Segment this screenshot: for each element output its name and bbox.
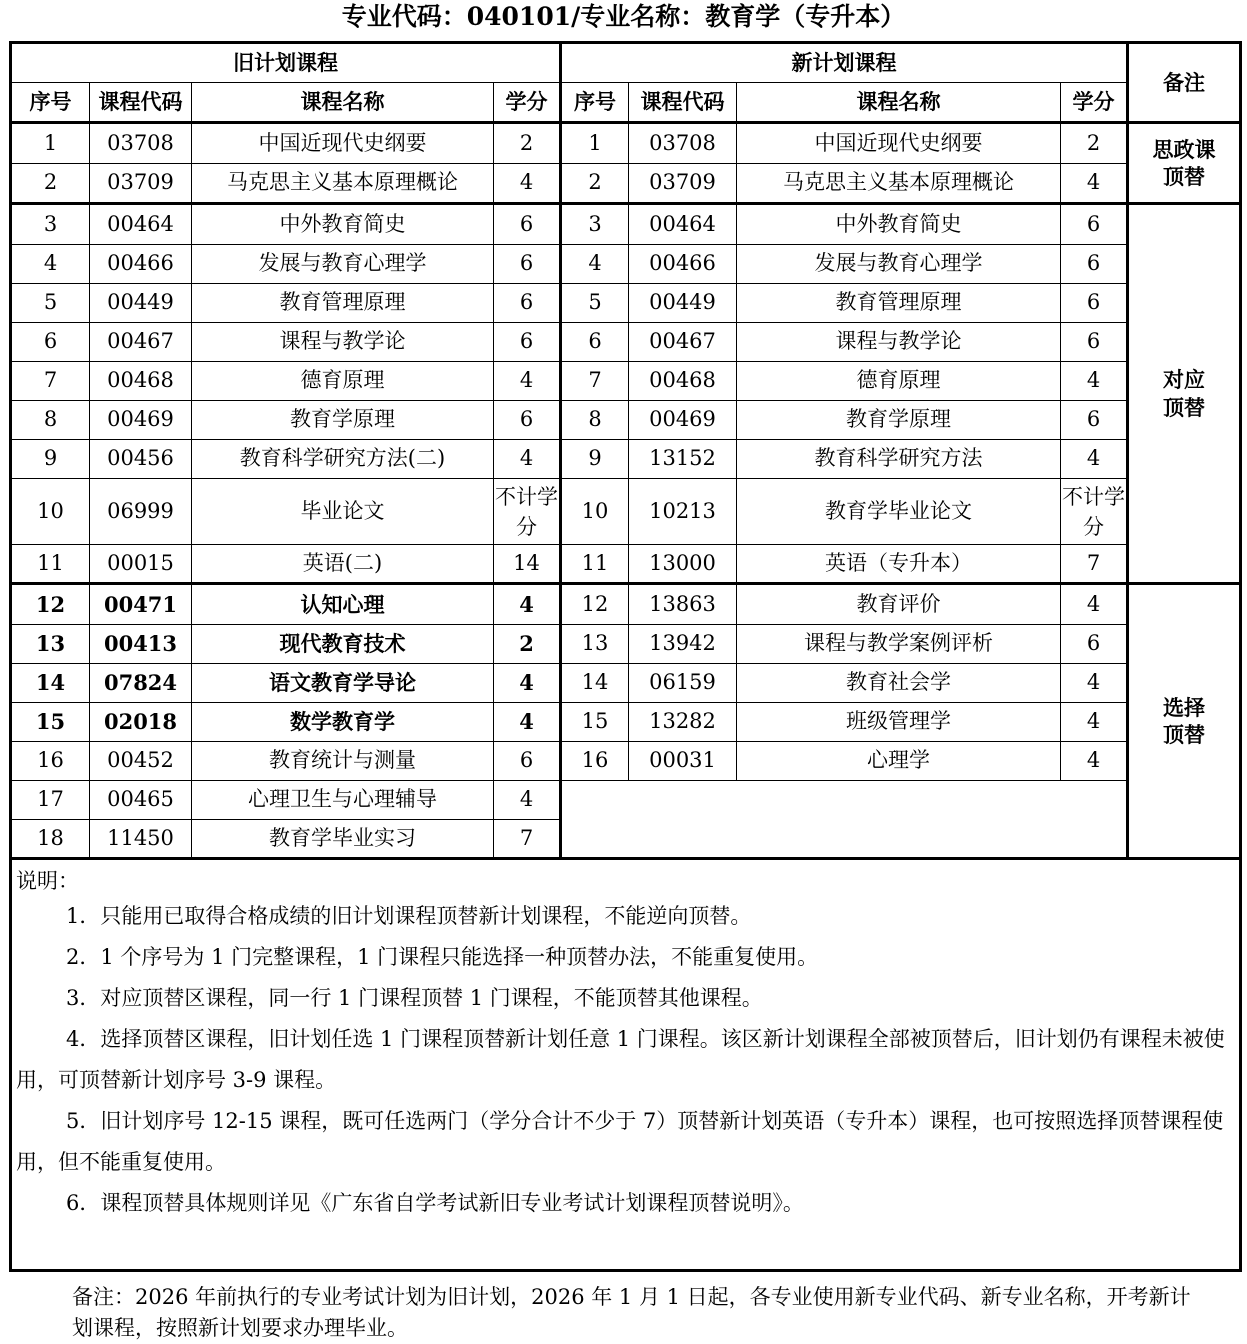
old-cell: 2 — [494, 625, 561, 664]
old-cell: 发展与教育心理学 — [192, 245, 494, 284]
new-cell: 4 — [1061, 362, 1128, 401]
old-cell: 13 — [11, 625, 90, 664]
new-cell: 6 — [1061, 204, 1128, 245]
new-cell: 1 — [561, 123, 629, 164]
new-cell: 4 — [1061, 664, 1128, 703]
table-row — [11, 703, 1241, 742]
note-item: 4．选择顶替区课程，旧计划任选 1 门课程顶替新计划任意 1 门课程。该区新计划课程全部被顶替后，旧计划仍有课程未被使用，可顶替新计划序号 3-9 课程。 — [16, 1027, 1225, 1092]
old-cell: 德育原理 — [192, 362, 494, 401]
table-row — [11, 479, 1241, 545]
old-cell: 现代教育技术 — [192, 625, 494, 664]
new-cell: 13863 — [629, 584, 737, 625]
header-row-columns — [11, 83, 1241, 123]
table-row — [11, 284, 1241, 323]
old-cell: 00452 — [90, 742, 192, 781]
old-cell: 10 — [11, 479, 90, 545]
old-cell: 00464 — [90, 204, 192, 245]
course-substitution-table — [9, 41, 1242, 1272]
new-cell: 2 — [561, 164, 629, 204]
old-cell: 17 — [11, 781, 90, 820]
new-cell: 7 — [1061, 545, 1128, 584]
old-cell: 教育统计与测量 — [192, 742, 494, 781]
new-cell: 13942 — [629, 625, 737, 664]
new-cell: 6 — [561, 323, 629, 362]
new-cell: 中国近现代史纲要 — [737, 123, 1061, 164]
new-cell: 心理学 — [737, 742, 1061, 781]
new-cell: 00467 — [629, 323, 737, 362]
new-cell: 13282 — [629, 703, 737, 742]
old-cell: 4 — [494, 362, 561, 401]
new-col-header: 课程名称 — [737, 83, 1061, 123]
new-cell: 4 — [1061, 164, 1128, 204]
new-cell: 00469 — [629, 401, 737, 440]
table-row — [11, 545, 1241, 584]
old-cell: 00015 — [90, 545, 192, 584]
old-cell: 4 — [494, 664, 561, 703]
page-title: 专业代码：040101/专业名称：教育学（专升本） — [341, 2, 906, 31]
old-cell: 英语(二) — [192, 545, 494, 584]
new-col-header: 学分 — [1061, 83, 1128, 123]
old-cell: 认知心理 — [192, 584, 494, 625]
old-cell: 4 — [494, 440, 561, 479]
note-item: 2．1 个序号为 1 门完整课程，1 门课程只能选择一种顶替办法，不能重复使用。 — [66, 945, 819, 969]
old-cell: 00468 — [90, 362, 192, 401]
new-cell: 2 — [1061, 123, 1128, 164]
old-cell: 11 — [11, 545, 90, 584]
old-cell: 8 — [11, 401, 90, 440]
old-plan-header: 旧计划课程 — [11, 43, 561, 83]
table-row — [11, 323, 1241, 362]
new-cell: 课程与教学论 — [737, 323, 1061, 362]
old-cell: 06999 — [90, 479, 192, 545]
new-cell: 8 — [561, 401, 629, 440]
old-cell: 00469 — [90, 401, 192, 440]
old-cell: 课程与教学论 — [192, 323, 494, 362]
old-cell: 马克思主义基本原理概论 — [192, 164, 494, 204]
new-cell: 5 — [561, 284, 629, 323]
new-cell: 6 — [1061, 323, 1128, 362]
footer-remark: 备注：2026 年前执行的专业考试计划为旧计划，2026 年 1 月 1 日起，各专业使用新专业代码、新专业名称，开考新计划课程，按照新计划要求办理毕业。 — [72, 1285, 1191, 1340]
new-cell: 发展与教育心理学 — [737, 245, 1061, 284]
old-cell: 教育学原理 — [192, 401, 494, 440]
remark-line: 顶替 — [1163, 722, 1205, 747]
table-row — [11, 584, 1241, 625]
table-row — [11, 245, 1241, 284]
old-cell: 11450 — [90, 820, 192, 859]
new-cell: 13152 — [629, 440, 737, 479]
old-cell: 00466 — [90, 245, 192, 284]
new-cell: 4 — [1061, 584, 1128, 625]
section-remark — [1128, 123, 1241, 204]
remark-line: 思政课 — [1152, 136, 1216, 162]
new-cell: 15 — [561, 703, 629, 742]
table-row — [11, 664, 1241, 703]
old-cell: 18 — [11, 820, 90, 859]
remark-line: 选择 — [1163, 694, 1205, 720]
old-cell: 教育管理原理 — [192, 284, 494, 323]
section-remark — [1128, 204, 1241, 584]
new-cell: 10213 — [629, 479, 737, 545]
old-cell: 00465 — [90, 781, 192, 820]
new-col-header: 课程代码 — [629, 83, 737, 123]
table-row — [11, 781, 1241, 820]
table-row — [11, 742, 1241, 781]
new-cell: 3 — [561, 204, 629, 245]
old-cell: 6 — [494, 204, 561, 245]
old-cell: 7 — [11, 362, 90, 401]
old-cell: 16 — [11, 742, 90, 781]
new-cell: 6 — [1061, 284, 1128, 323]
new-cell: 课程与教学案例评析 — [737, 625, 1061, 664]
new-cell: 7 — [561, 362, 629, 401]
old-cell: 数学教育学 — [192, 703, 494, 742]
new-cell: 6 — [1061, 401, 1128, 440]
remark-line: 顶替 — [1163, 394, 1205, 420]
new-cell: 中外教育简史 — [737, 204, 1061, 245]
new-cell: 03709 — [629, 164, 737, 204]
new-cell: 马克思主义基本原理概论 — [737, 164, 1061, 204]
old-cell: 教育科学研究方法(二) — [192, 440, 494, 479]
new-cell: 00031 — [629, 742, 737, 781]
old-cell: 2 — [494, 123, 561, 164]
old-cell: 00467 — [90, 323, 192, 362]
section-remark — [1128, 584, 1241, 859]
old-cell: 教育学毕业实习 — [192, 820, 494, 859]
old-cell: 6 — [494, 323, 561, 362]
old-cell: 00471 — [90, 584, 192, 625]
old-cell: 4 — [494, 164, 561, 204]
notes-cell — [11, 859, 1241, 1271]
header-row-plans — [11, 43, 1241, 83]
old-cell: 4 — [494, 703, 561, 742]
old-cell: 5 — [11, 284, 90, 323]
old-cell: 7 — [494, 820, 561, 859]
old-cell: 不计学分 — [494, 479, 561, 545]
table-row — [11, 625, 1241, 664]
new-cell: 教育管理原理 — [737, 284, 1061, 323]
new-cell: 06159 — [629, 664, 737, 703]
new-cell: 4 — [561, 245, 629, 284]
old-cell: 6 — [494, 284, 561, 323]
note-item: 5．旧计划序号 12-15 课程，既可任选两门（学分合计不少于 7）顶替新计划英语（专升本）课程，也可按照选择顶替课程使用，但不能重复使用。 — [16, 1109, 1224, 1174]
old-cell: 00413 — [90, 625, 192, 664]
old-cell: 00456 — [90, 440, 192, 479]
old-cell: 中国近现代史纲要 — [192, 123, 494, 164]
old-cell: 4 — [494, 781, 561, 820]
old-cell: 1 — [11, 123, 90, 164]
table-row — [11, 123, 1241, 164]
old-cell: 2 — [11, 164, 90, 204]
new-cell: 4 — [1061, 703, 1128, 742]
table-row — [11, 164, 1241, 204]
new-cell: 4 — [1061, 440, 1128, 479]
table-row — [11, 401, 1241, 440]
notes-title: 说明： — [16, 869, 79, 893]
remark-header: 备注 — [1128, 43, 1241, 123]
old-cell: 02018 — [90, 703, 192, 742]
old-col-header: 课程名称 — [192, 83, 494, 123]
old-cell: 12 — [11, 584, 90, 625]
old-cell: 6 — [494, 245, 561, 284]
old-cell: 9 — [11, 440, 90, 479]
table-row — [11, 440, 1241, 479]
remark-line: 顶替 — [1163, 164, 1205, 189]
new-cell: 13000 — [629, 545, 737, 584]
new-cell: 教育评价 — [737, 584, 1061, 625]
notes-row — [11, 859, 1241, 1271]
old-cell: 6 — [494, 401, 561, 440]
old-col-header: 课程代码 — [90, 83, 192, 123]
table-row — [11, 204, 1241, 245]
new-cell: 10 — [561, 479, 629, 545]
new-cell: 00466 — [629, 245, 737, 284]
empty-new-area — [561, 781, 1128, 859]
old-cell: 14 — [494, 545, 561, 584]
new-cell: 教育学毕业论文 — [737, 479, 1061, 545]
old-cell: 03708 — [90, 123, 192, 164]
note-item: 3．对应顶替区课程，同一行 1 门课程顶替 1 门课程，不能顶替其他课程。 — [66, 986, 763, 1010]
remark-line: 对应 — [1163, 367, 1205, 393]
new-cell: 00468 — [629, 362, 737, 401]
new-col-header: 序号 — [561, 83, 629, 123]
new-cell: 4 — [1061, 742, 1128, 781]
new-cell: 14 — [561, 664, 629, 703]
old-cell: 15 — [11, 703, 90, 742]
new-cell: 00464 — [629, 204, 737, 245]
new-cell: 6 — [1061, 625, 1128, 664]
new-cell: 教育社会学 — [737, 664, 1061, 703]
old-cell: 6 — [11, 323, 90, 362]
new-cell: 13 — [561, 625, 629, 664]
new-cell: 班级管理学 — [737, 703, 1061, 742]
new-cell: 教育学原理 — [737, 401, 1061, 440]
old-cell: 心理卫生与心理辅导 — [192, 781, 494, 820]
new-cell: 00449 — [629, 284, 737, 323]
new-cell: 教育科学研究方法 — [737, 440, 1061, 479]
new-cell: 11 — [561, 545, 629, 584]
new-cell: 16 — [561, 742, 629, 781]
old-col-header: 学分 — [494, 83, 561, 123]
old-cell: 14 — [11, 664, 90, 703]
old-cell: 6 — [494, 742, 561, 781]
note-item: 1．只能用已取得合格成绩的旧计划课程顶替新计划课程，不能逆向顶替。 — [66, 904, 752, 928]
old-cell: 中外教育简史 — [192, 204, 494, 245]
new-cell: 9 — [561, 440, 629, 479]
old-cell: 3 — [11, 204, 90, 245]
old-col-header: 序号 — [11, 83, 90, 123]
old-cell: 语文教育学导论 — [192, 664, 494, 703]
new-cell: 英语（专升本） — [737, 545, 1061, 584]
old-cell: 4 — [11, 245, 90, 284]
old-cell: 00449 — [90, 284, 192, 323]
new-cell: 德育原理 — [737, 362, 1061, 401]
new-cell: 不计学分 — [1061, 479, 1128, 545]
note-item: 6．课程顶替具体规则详见《广东省自学考试新旧专业考试计划课程顶替说明》。 — [66, 1191, 804, 1215]
new-cell: 03708 — [629, 123, 737, 164]
new-cell: 12 — [561, 584, 629, 625]
new-cell: 6 — [1061, 245, 1128, 284]
old-cell: 07824 — [90, 664, 192, 703]
new-plan-header: 新计划课程 — [561, 43, 1128, 83]
old-cell: 4 — [494, 584, 561, 625]
old-cell: 毕业论文 — [192, 479, 494, 545]
old-cell: 03709 — [90, 164, 192, 204]
table-row — [11, 362, 1241, 401]
